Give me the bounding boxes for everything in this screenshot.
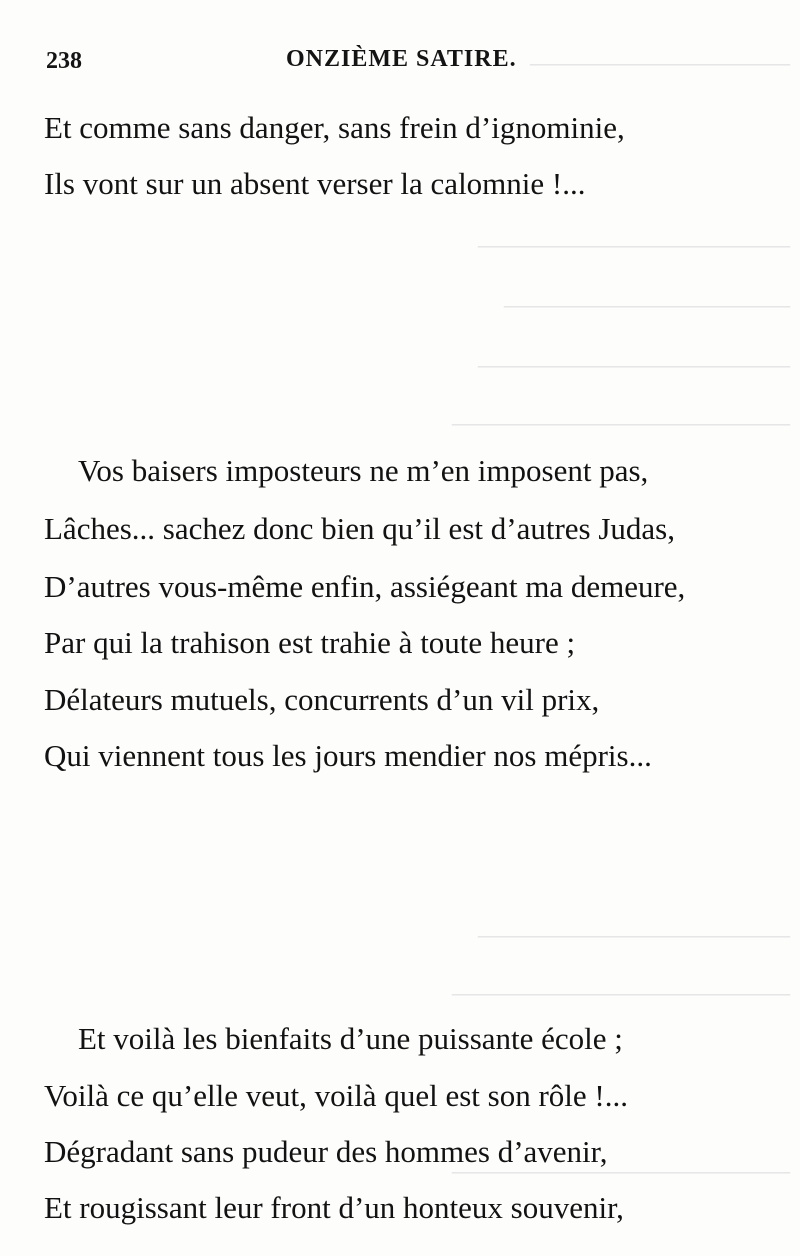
verse-line: Par qui la trahison est trahie à toute heure ;	[44, 625, 576, 660]
verse-line: Et comme sans danger, sans frein d’ignominie,	[44, 110, 625, 145]
verse-line: Qui viennent tous les jours mendier nos mépris...	[44, 738, 652, 773]
bleed-through-texture: —————————— ———————————— ——————————— ———————————— ————————————— ———————————— ————————————— —————————————	[452, 48, 790, 1185]
verse-line: Et rougissant leur front d’un honteux souvenir,	[44, 1190, 624, 1225]
running-title: ONZIÈME SATIRE.	[286, 46, 517, 72]
verse-line: Vos baisers imposteurs ne m’en imposent pas,	[78, 453, 649, 488]
verse-line: Délateurs mutuels, concurrents d’un vil prix,	[44, 682, 600, 717]
verse-line: D’autres vous-même enfin, assiégeant ma demeure,	[44, 569, 686, 604]
verse-line: Ils vont sur un absent verser la calomnie !...	[44, 166, 586, 201]
running-header	[40, 40, 760, 80]
verse-line: Voilà ce qu’elle veut, voilà quel est son rôle !...	[44, 1078, 628, 1113]
verse-line: Lâches... sachez donc bien qu’il est d’autres Judas,	[44, 511, 675, 546]
verse-line: Et voilà les bienfaits d’une puissante école ;	[78, 1021, 623, 1056]
verse-line: Dégradant sans pudeur des hommes d’avenir,	[44, 1134, 608, 1169]
page-number: 238	[46, 48, 82, 74]
